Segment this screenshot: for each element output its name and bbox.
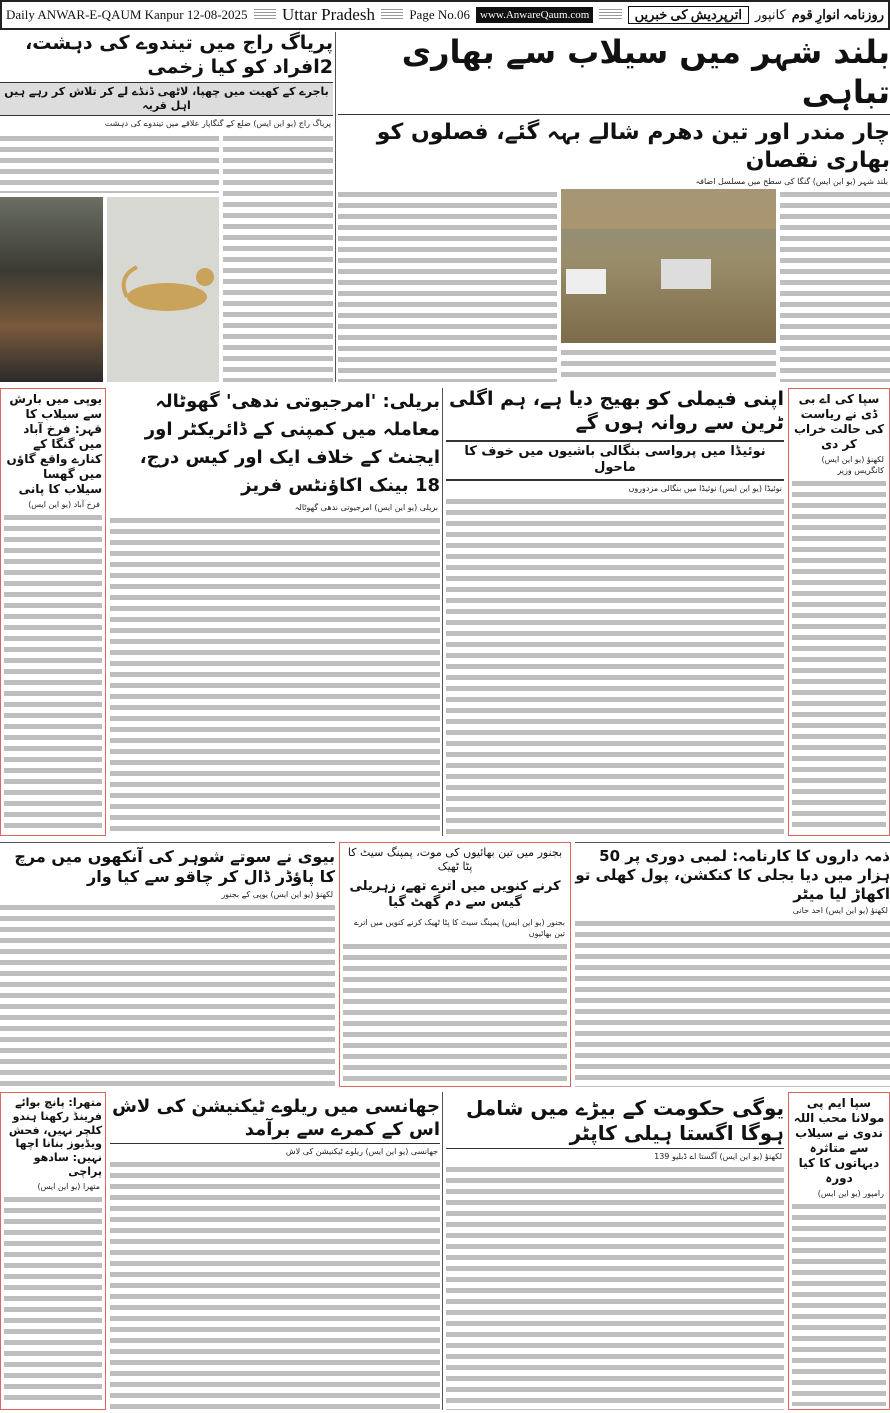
leopard-photo bbox=[107, 197, 220, 382]
headline: یوپی میں بارش سے سیلاب کا قہر: فرخ آباد میں گنگا کے کنارے واقع گاؤں میں گھسا سیلاب کا پانی bbox=[6, 392, 102, 496]
article-sp-box bbox=[788, 388, 890, 836]
website-link[interactable]: www.AnwareQaum.com bbox=[476, 7, 593, 23]
headline: یوگی حکومت کے بیڑے میں شامل ہوگا اگستا ہیلی کاپٹر bbox=[446, 1092, 784, 1149]
headline: اپنی فیملی کو بھیج دیا ہے، ہم اگلی ٹرین سے روانہ ہوں گے bbox=[448, 388, 784, 434]
article-bijnor bbox=[339, 842, 571, 1087]
article-lead: متھرا (یو این ایس) bbox=[37, 1181, 100, 1191]
body-text bbox=[792, 478, 886, 832]
body-text bbox=[338, 189, 557, 382]
article-lead: لکھنؤ (یو این ایس) آگستا اے ڈبلیو 139 bbox=[654, 1152, 782, 1161]
flooded-street-icon bbox=[561, 189, 776, 339]
crowd-photo bbox=[0, 197, 103, 382]
headline: بیوی نے سوتے شوہر کی آنکھوں میں مرچ کا پاؤڈر ڈال کر چاقو سے کیا وار bbox=[14, 847, 335, 886]
headline: کرنے کنویں میں اترے تھے، زہریلی گیس سے دم گھٹ گیا bbox=[349, 878, 561, 910]
subheadline: نوئیڈا میں پرواسی بنگالی باشیوں میں خوف کا ماحول bbox=[446, 440, 784, 482]
article-lead: نوئیڈا (یو این ایس) نوئیڈا میں بنگالی مزدوروں bbox=[628, 484, 782, 494]
city-label: کانپور bbox=[755, 7, 786, 22]
body-text bbox=[4, 1194, 102, 1407]
article-lead: جھانسی (یو این ایس) ریلوے ٹیکنیشن کی لاش bbox=[285, 1147, 438, 1156]
article-mp-box bbox=[788, 1092, 890, 1410]
article-jhansi bbox=[110, 1092, 440, 1410]
headline: سپا کی اے بی ڈی نے ریاست کی حالت خراب کر دی bbox=[793, 392, 885, 451]
body-text bbox=[223, 133, 333, 382]
body-text bbox=[110, 1159, 440, 1410]
headline: بریلی: 'امرجیوتی ندھی' گھوٹالہ معاملہ میں کمپنی کے ڈائریکٹر اور ایجنٹ کے خلاف ایک اور کیس درج، 18 بینک اکاؤنٹس فریز bbox=[139, 391, 440, 496]
section-label: اترپردیش کی خبریں bbox=[628, 6, 749, 24]
article-mathura-box bbox=[0, 1092, 106, 1410]
newspaper-logo: روزنامہ انوارِ قوم bbox=[791, 7, 884, 22]
body-text bbox=[0, 902, 335, 1087]
body-text bbox=[561, 347, 776, 377]
body-text bbox=[792, 1201, 886, 1406]
divider bbox=[335, 32, 336, 382]
masthead-bar bbox=[0, 0, 890, 30]
body-text bbox=[343, 941, 567, 1083]
body-text bbox=[446, 496, 784, 836]
headline: جھانسی میں ریلوے ٹیکنیشن کی لاش اس کے کمرے سے برآمد bbox=[110, 1092, 440, 1144]
article-lead: فرخ آباد (یو این ایس) bbox=[28, 500, 100, 509]
divider bbox=[442, 1092, 443, 1410]
article-lead: لکھنؤ (یو این ایس) احد حانی bbox=[792, 906, 888, 916]
article-up-flood-box bbox=[0, 388, 106, 836]
article-leopard bbox=[0, 32, 333, 382]
flood-photo bbox=[561, 189, 776, 343]
body-text bbox=[0, 133, 219, 193]
body-text bbox=[110, 515, 440, 836]
divider bbox=[599, 9, 621, 21]
article-flood bbox=[338, 32, 890, 382]
leopard-icon bbox=[107, 197, 219, 327]
article-noida bbox=[446, 388, 784, 836]
article-yogi bbox=[446, 1092, 784, 1410]
headline: پریاگ راج میں تیندوے کی دہشت، 2افراد کو کیا زخمی bbox=[0, 32, 333, 83]
article-lead: بلند شہر (یو این ایس) گنگا کی سطح میں مسلسل اضافہ bbox=[695, 177, 888, 186]
edition-info: Daily ANWAR-E-QAUM Kanpur 12-08-2025 bbox=[6, 7, 248, 22]
article-bareilly bbox=[110, 388, 440, 836]
article-lead: بریلی (یو این ایس) امرجیوتی ندھی گھوٹالہ bbox=[294, 503, 438, 512]
body-text bbox=[4, 512, 102, 832]
article-lead: لکھنؤ (یو این ایس) کانگریس وزیر bbox=[821, 455, 884, 475]
article-lead: پریاگ راج (یو این ایس) ضلع کے گنگاپار علاقے میں تیندوے کی دہشت bbox=[104, 119, 331, 129]
article-lead: لکھنؤ (یو این ایس) یوپی کے بجنور bbox=[221, 890, 333, 899]
headline: بلند شہر میں سیلاب سے بھاری تباہی bbox=[338, 32, 890, 115]
article-wife bbox=[0, 842, 335, 1087]
headline: سپا ایم پی مولانا محب اللہ ندوی نے سیلاب سے متاثرہ دیہاتوں کا کیا دورہ bbox=[793, 1096, 885, 1185]
headline: ذمہ داروں کا کارنامہ: لمبی دوری پر 50 ہزار میں دیا بجلی کا کنکشن، پول کھلی تو اکھاڑ لیا میٹر bbox=[575, 847, 890, 903]
region-title: Uttar Pradesh bbox=[281, 5, 375, 24]
divider bbox=[442, 388, 443, 836]
article-lead: رامپور (یو این ایس) bbox=[817, 1189, 884, 1198]
divider bbox=[381, 9, 403, 21]
kicker: بجنور میں تین بھائیوں کی موت، پمپنگ سیٹ کا پٹا ٹھیک bbox=[347, 846, 563, 874]
body-text bbox=[780, 189, 890, 382]
divider bbox=[254, 9, 276, 21]
article-lead: بجنور (یو این ایس) پمپنگ سیٹ کا پٹا ٹھیک کرنے کنویں میں اترے تین بھائیوں bbox=[354, 918, 565, 939]
article-officials bbox=[575, 842, 890, 1087]
subheadline: چار مندر اور تین دھرم شالے بہہ گئے، فصلوں کو بھاری نقصان bbox=[376, 120, 890, 173]
body-text bbox=[575, 918, 890, 1087]
subheadline: باجرے کے کھیت میں چھپا، لاٹھی ڈنڈے لے کر تلاش کر رہے ہیں اہل قریہ bbox=[0, 83, 333, 117]
body-text bbox=[446, 1164, 784, 1410]
headline: متھرا: پانچ بوائے فرینڈ رکھنا ہندو کلچر نہیں، فحش ویڈیوز بنانا اچھا نہیں: سادھو پراچی bbox=[8, 1096, 102, 1178]
page-number: Page No.06 bbox=[409, 7, 470, 22]
